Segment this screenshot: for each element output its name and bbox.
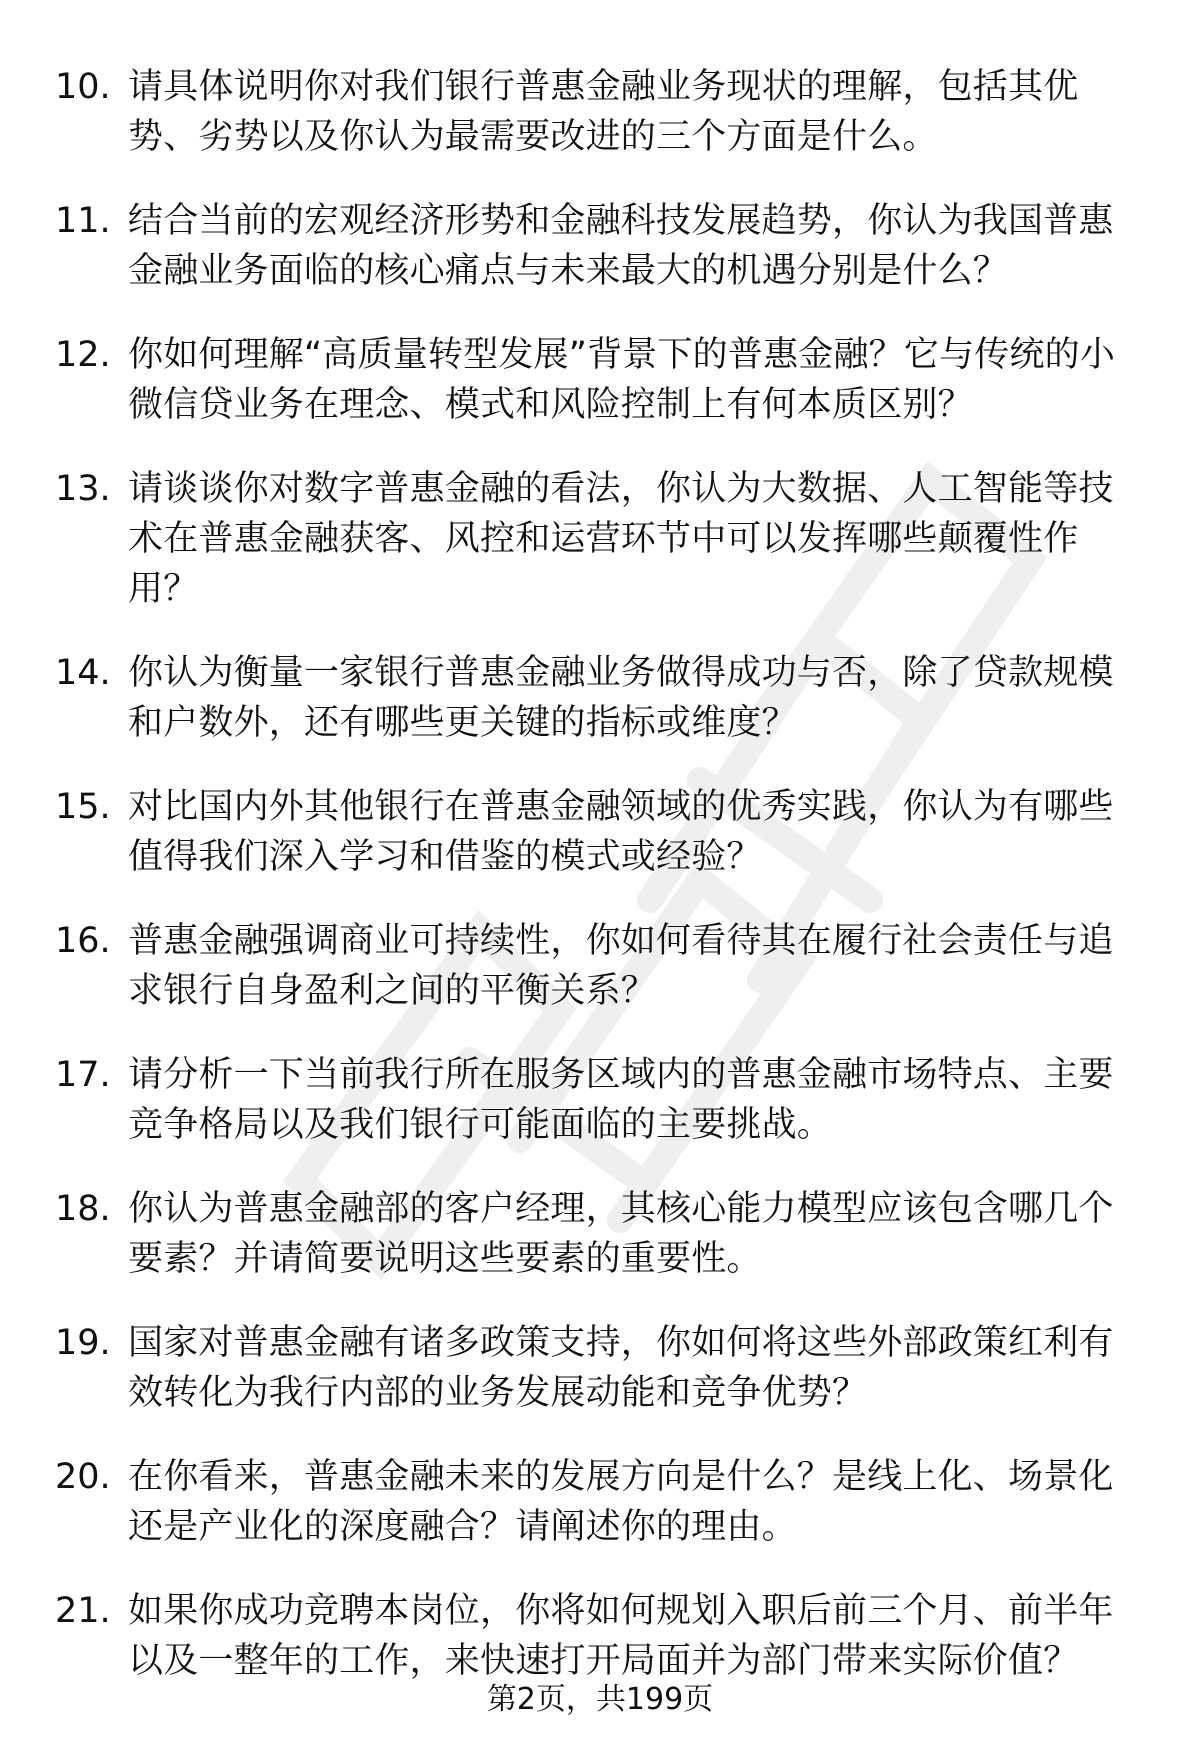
- question-text: 请分析一下当前我行所在服务区域内的普惠金融市场特点、主要竞争格局以及我们银行可能面临的主要挑战。: [128, 1055, 1114, 1145]
- question-text: 结合当前的宏观经济形势和金融科技发展趋势，你认为我国普惠金融业务面临的核心痛点与未来最大的机遇分别是什么？: [128, 201, 1114, 291]
- list-item: [0, 648, 1200, 748]
- list-item: [0, 1452, 1200, 1552]
- question-text: 在你看来，普惠金融未来的发展方向是什么？是线上化、场景化还是产业化的深度融合？请阐述你的理由。: [128, 1457, 1114, 1547]
- question-number: 20.: [55, 1457, 111, 1497]
- question-list: [0, 62, 1200, 1720]
- list-item: [0, 196, 1200, 296]
- list-item: [0, 330, 1200, 430]
- list-item: [0, 62, 1200, 162]
- question-text: 你认为普惠金融部的客户经理，其核心能力模型应该包含哪几个要素？并请简要说明这些要素的重要性。: [128, 1189, 1114, 1279]
- list-item: [0, 1586, 1200, 1686]
- list-item: [0, 464, 1200, 614]
- question-number: 14.: [55, 653, 111, 693]
- list-item: [0, 916, 1200, 1016]
- question-number: 18.: [55, 1189, 111, 1229]
- question-number: 10.: [55, 67, 111, 107]
- question-text: 国家对普惠金融有诸多政策支持，你如何将这些外部政策红利有效转化为我行内部的业务发展动能和竞争优势？: [128, 1323, 1114, 1413]
- list-item: [0, 1050, 1200, 1150]
- question-text: 普惠金融强调商业可持续性，你如何看待其在履行社会责任与追求银行自身盈利之间的平衡关系？: [128, 921, 1114, 1011]
- question-text: 如果你成功竞聘本岗位，你将如何规划入职后前三个月、前半年以及一整年的工作，来快速打开局面并为部门带来实际价值？: [128, 1591, 1114, 1681]
- page-footer: 第2页，共199页: [486, 1682, 714, 1717]
- question-text: 你如何理解“高质量转型发展”背景下的普惠金融？它与传统的小微信贷业务在理念、模式和风险控制上有何本质区别？: [128, 335, 1116, 425]
- question-number: 15.: [55, 787, 111, 827]
- list-item: [0, 782, 1200, 882]
- question-number: 11.: [55, 201, 111, 241]
- question-number: 17.: [55, 1055, 111, 1095]
- list-item: [0, 1184, 1200, 1284]
- question-text: 请具体说明你对我们银行普惠金融业务现状的理解，包括其优势、劣势以及你认为最需要改进的三个方面是什么。: [128, 67, 1079, 157]
- question-text: 请谈谈你对数字普惠金融的看法，你认为大数据、人工智能等技术在普惠金融获客、风控和运营环节中可以发挥哪些颠覆性作用？: [128, 469, 1114, 609]
- question-number: 21.: [55, 1591, 111, 1631]
- question-text: 你认为衡量一家银行普惠金融业务做得成功与否，除了贷款规模和户数外，还有哪些更关键的指标或维度？: [128, 653, 1114, 743]
- question-number: 12.: [55, 335, 111, 375]
- question-number: 19.: [55, 1323, 111, 1363]
- question-text: 对比国内外其他银行在普惠金融领域的优秀实践，你认为有哪些值得我们深入学习和借鉴的模式或经验？: [128, 787, 1114, 877]
- list-item: [0, 1318, 1200, 1418]
- question-number: 13.: [55, 469, 111, 509]
- question-number: 16.: [55, 921, 111, 961]
